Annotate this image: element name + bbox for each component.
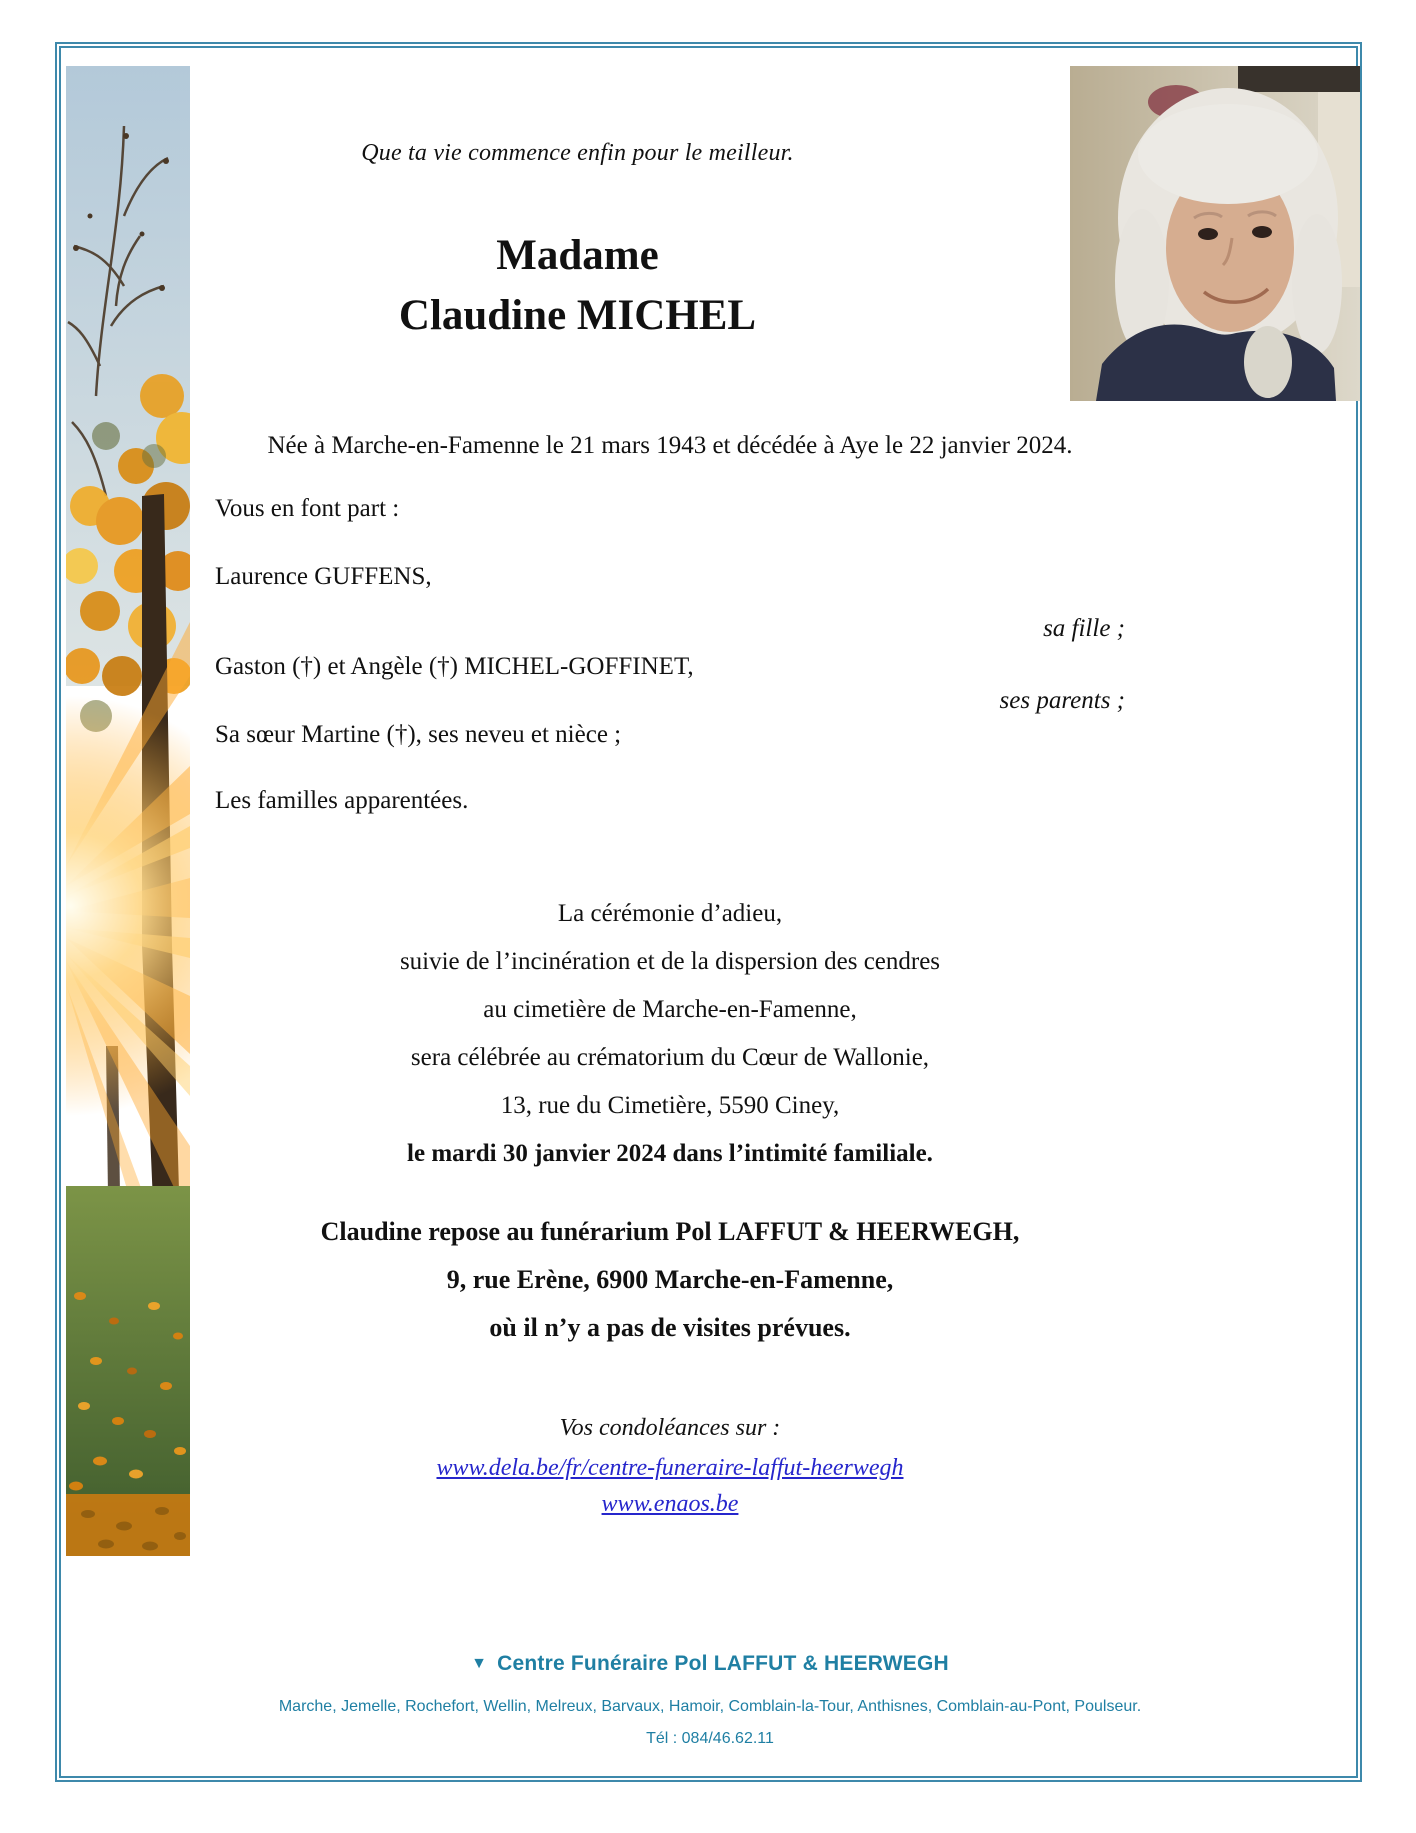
family-relation: sa fille ; [1043,615,1125,642]
condolences-section [215,1415,1125,1522]
ceremony-details [215,890,1125,1178]
deceased-name-block [190,226,965,346]
epitaph-quote: Que ta vie commence enfin pour le meilleur. [361,140,794,166]
ceremony-line: 13, rue du Cimetière, 5590 Ciney, [500,1092,840,1119]
ceremony-line: au cimetière de Marche-en-Famenne, [483,996,857,1023]
condolences-link-enaos[interactable]: www.enaos.be [601,1491,739,1517]
repose-line: où il n’y a pas de visites prévues. [489,1313,851,1342]
ceremony-line: La cérémonie d’adieu, [557,900,783,927]
family-names: Laurence GUFFENS, [215,563,432,590]
ceremony-line: sera célébrée au crématorium du Cœur de Wallonie, [410,1044,930,1071]
condolences-label: Vos condoléances sur : [559,1415,781,1441]
funeral-home-phone: Tél : 084/46.62.11 [646,1730,774,1747]
announcement-intro: Vous en font part : [215,495,400,522]
funeral-home-locations: Marche, Jemelle, Rochefort, Wellin, Melreux, Barvaux, Hamoir, Comblain-la-Tour, Anthisnes, Comblain-au-Pont, Poulseur. [278,1698,1142,1715]
family-relation: ses parents ; [999,687,1125,714]
portrait-photo [1070,66,1360,401]
portrait-photo-graphic [1070,66,1360,401]
family-announcement [215,495,1125,835]
funeral-home-name: Centre Funéraire Pol LAFFUT & HEERWEGH [497,1652,949,1675]
ceremony-date-line: le mardi 30 janvier 2024 dans l’intimité familiale. [407,1140,933,1167]
family-names: Gaston (†) et Angèle (†) MICHEL-GOFFINET, [215,653,694,680]
repose-details [215,1208,1125,1352]
condolences-link-dela[interactable]: www.dela.be/fr/centre-funeraire-laffut-heerwegh [436,1455,904,1481]
autumn-photo-graphic [66,66,190,1556]
family-names: Les familles apparentées. [215,787,469,814]
family-names: Sa sœur Martine (†), ses neveu et nièce ; [215,721,622,748]
funeral-home-name-line [60,1652,1360,1676]
deceased-title: Madame [496,232,659,279]
funeral-home-footer [60,1652,1360,1748]
life-dates: Née à Marche-en-Famenne le 21 mars 1943 et décédée à Aye le 22 janvier 2024. [267,432,1073,459]
repose-line: Claudine repose au funérarium Pol LAFFUT & HEERWEGH, [320,1217,1020,1246]
autumn-photo [66,66,190,1556]
repose-line: 9, rue Erène, 6900 Marche-en-Famenne, [446,1265,894,1294]
triangle-down-icon: ▼ [471,1655,488,1672]
deceased-name: Claudine MICHEL [398,292,757,339]
ceremony-line: suivie de l’incinération et de la dispersion des cendres [399,948,941,975]
